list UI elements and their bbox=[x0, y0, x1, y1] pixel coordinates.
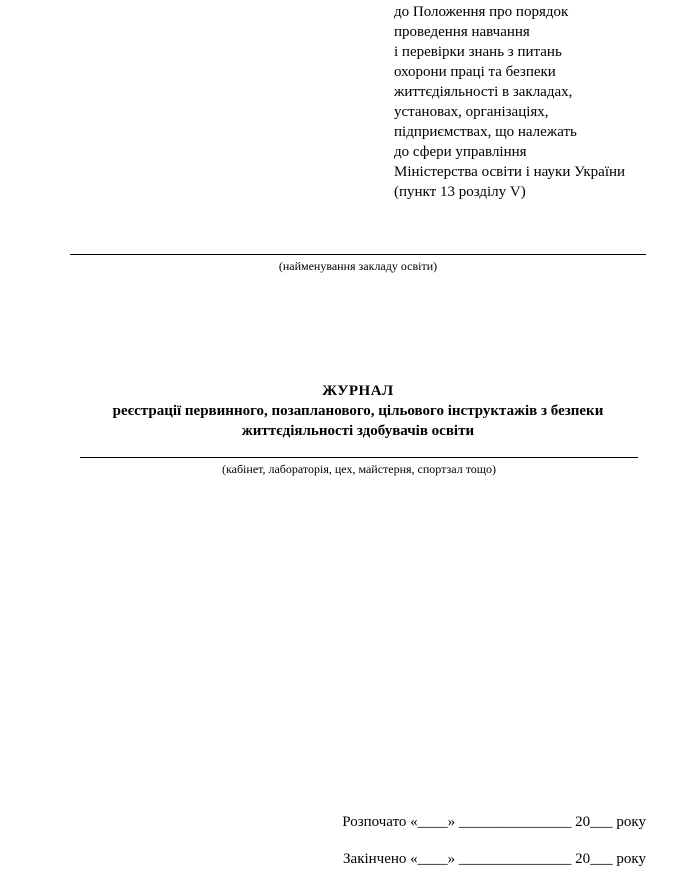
institution-caption: (найменування закладу освіти) bbox=[278, 259, 438, 273]
location-caption: (кабінет, лабораторія, цех, майстерня, спортзал тощо) bbox=[221, 462, 497, 476]
journal-title: ЖУРНАЛ bbox=[322, 383, 394, 399]
journal-subtitle-line-1: реєстрації первинного, позапланового, цільового інструктажів з безпеки bbox=[112, 403, 604, 419]
annex-line: підприємствах, що належать bbox=[394, 124, 577, 140]
journal-subtitle-line-2: життєдіяльності здобувачів освіти bbox=[241, 423, 475, 439]
annex-reference-block bbox=[394, 2, 694, 202]
annex-line: (пункт 13 розділу V) bbox=[394, 184, 526, 200]
annex-line: до сфери управління bbox=[394, 144, 527, 160]
institution-name-line bbox=[70, 254, 646, 255]
location-line bbox=[80, 457, 638, 458]
annex-line: установах, організаціях, bbox=[394, 104, 549, 120]
annex-line: охорони праці та безпеки bbox=[394, 64, 556, 80]
annex-line: і перевірки знань з питань bbox=[394, 44, 562, 60]
annex-line: проведення навчання bbox=[394, 24, 530, 40]
annex-line: Міністерства освіти і науки України bbox=[394, 164, 626, 180]
journal-title-block bbox=[50, 381, 666, 441]
annex-line: до Положення про порядок bbox=[394, 4, 569, 20]
annex-line: життєдіяльності в закладах, bbox=[394, 84, 573, 100]
start-date-line: Розпочато «____» _______________ 20___ року bbox=[342, 814, 646, 830]
end-date-line: Закінчено «____» _______________ 20___ року bbox=[343, 851, 646, 867]
